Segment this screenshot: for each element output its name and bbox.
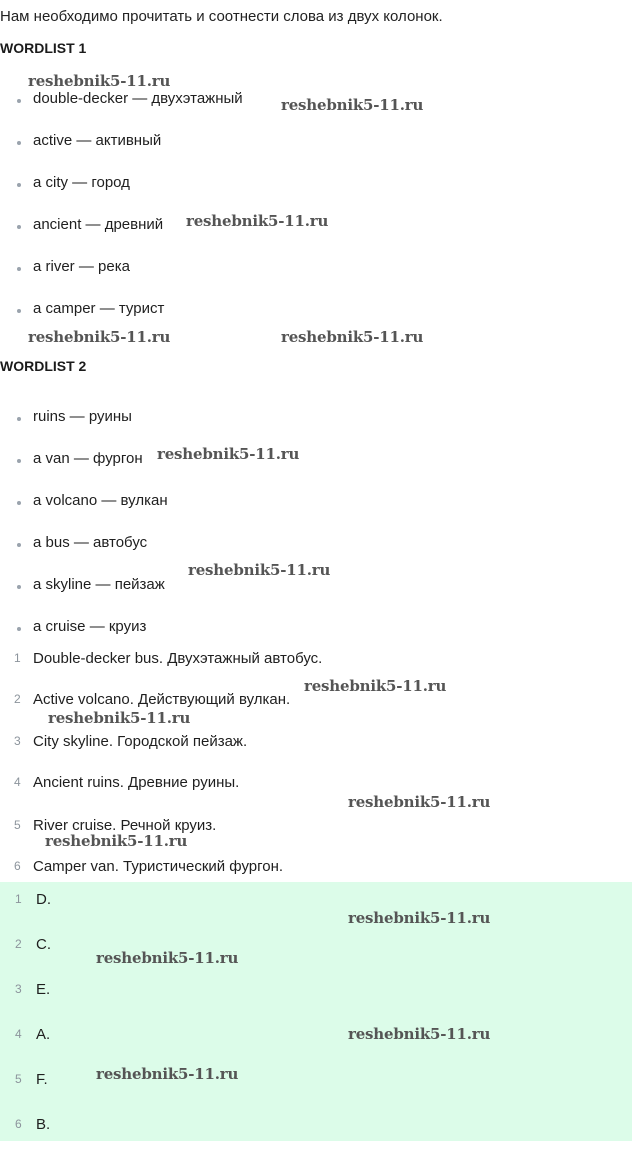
bullet-icon <box>17 501 21 505</box>
bullet-icon <box>17 417 21 421</box>
watermark: reshebnik5-11.ru <box>96 949 239 967</box>
watermark: reshebnik5-11.ru <box>188 561 331 579</box>
wordlist-1-title: WORDLIST 1 <box>0 40 87 56</box>
bullet-icon <box>17 141 21 145</box>
watermark: reshebnik5-11.ru <box>45 832 188 850</box>
watermark: reshebnik5-11.ru <box>96 1065 239 1083</box>
bullet-icon <box>17 459 21 463</box>
watermark: reshebnik5-11.ru <box>348 793 491 811</box>
watermark: reshebnik5-11.ru <box>28 72 171 90</box>
bullet-icon <box>17 183 21 187</box>
bullet-icon <box>17 543 21 547</box>
bullet-icon <box>17 99 21 103</box>
bullet-icon <box>17 267 21 271</box>
intro-text: Нам необходимо прочитать и соотнести слова из двух колонок. <box>0 8 443 25</box>
bullet-icon <box>17 585 21 589</box>
watermark: reshebnik5-11.ru <box>48 709 191 727</box>
bullet-icon <box>17 627 21 631</box>
watermark: reshebnik5-11.ru <box>281 96 424 114</box>
wordlist-2-title: WORDLIST 2 <box>0 358 87 374</box>
bullet-icon <box>17 309 21 313</box>
watermark: reshebnik5-11.ru <box>186 212 329 230</box>
watermark: reshebnik5-11.ru <box>348 909 491 927</box>
bullet-icon <box>17 225 21 229</box>
watermark: reshebnik5-11.ru <box>348 1025 491 1043</box>
watermark: reshebnik5-11.ru <box>281 328 424 346</box>
watermark: reshebnik5-11.ru <box>28 328 171 346</box>
watermark: reshebnik5-11.ru <box>157 445 300 463</box>
answers-block: 1 D. 2 C. 3 E. 4 A. 5 F. 6 B. <box>0 882 632 1141</box>
watermark: reshebnik5-11.ru <box>304 677 447 695</box>
